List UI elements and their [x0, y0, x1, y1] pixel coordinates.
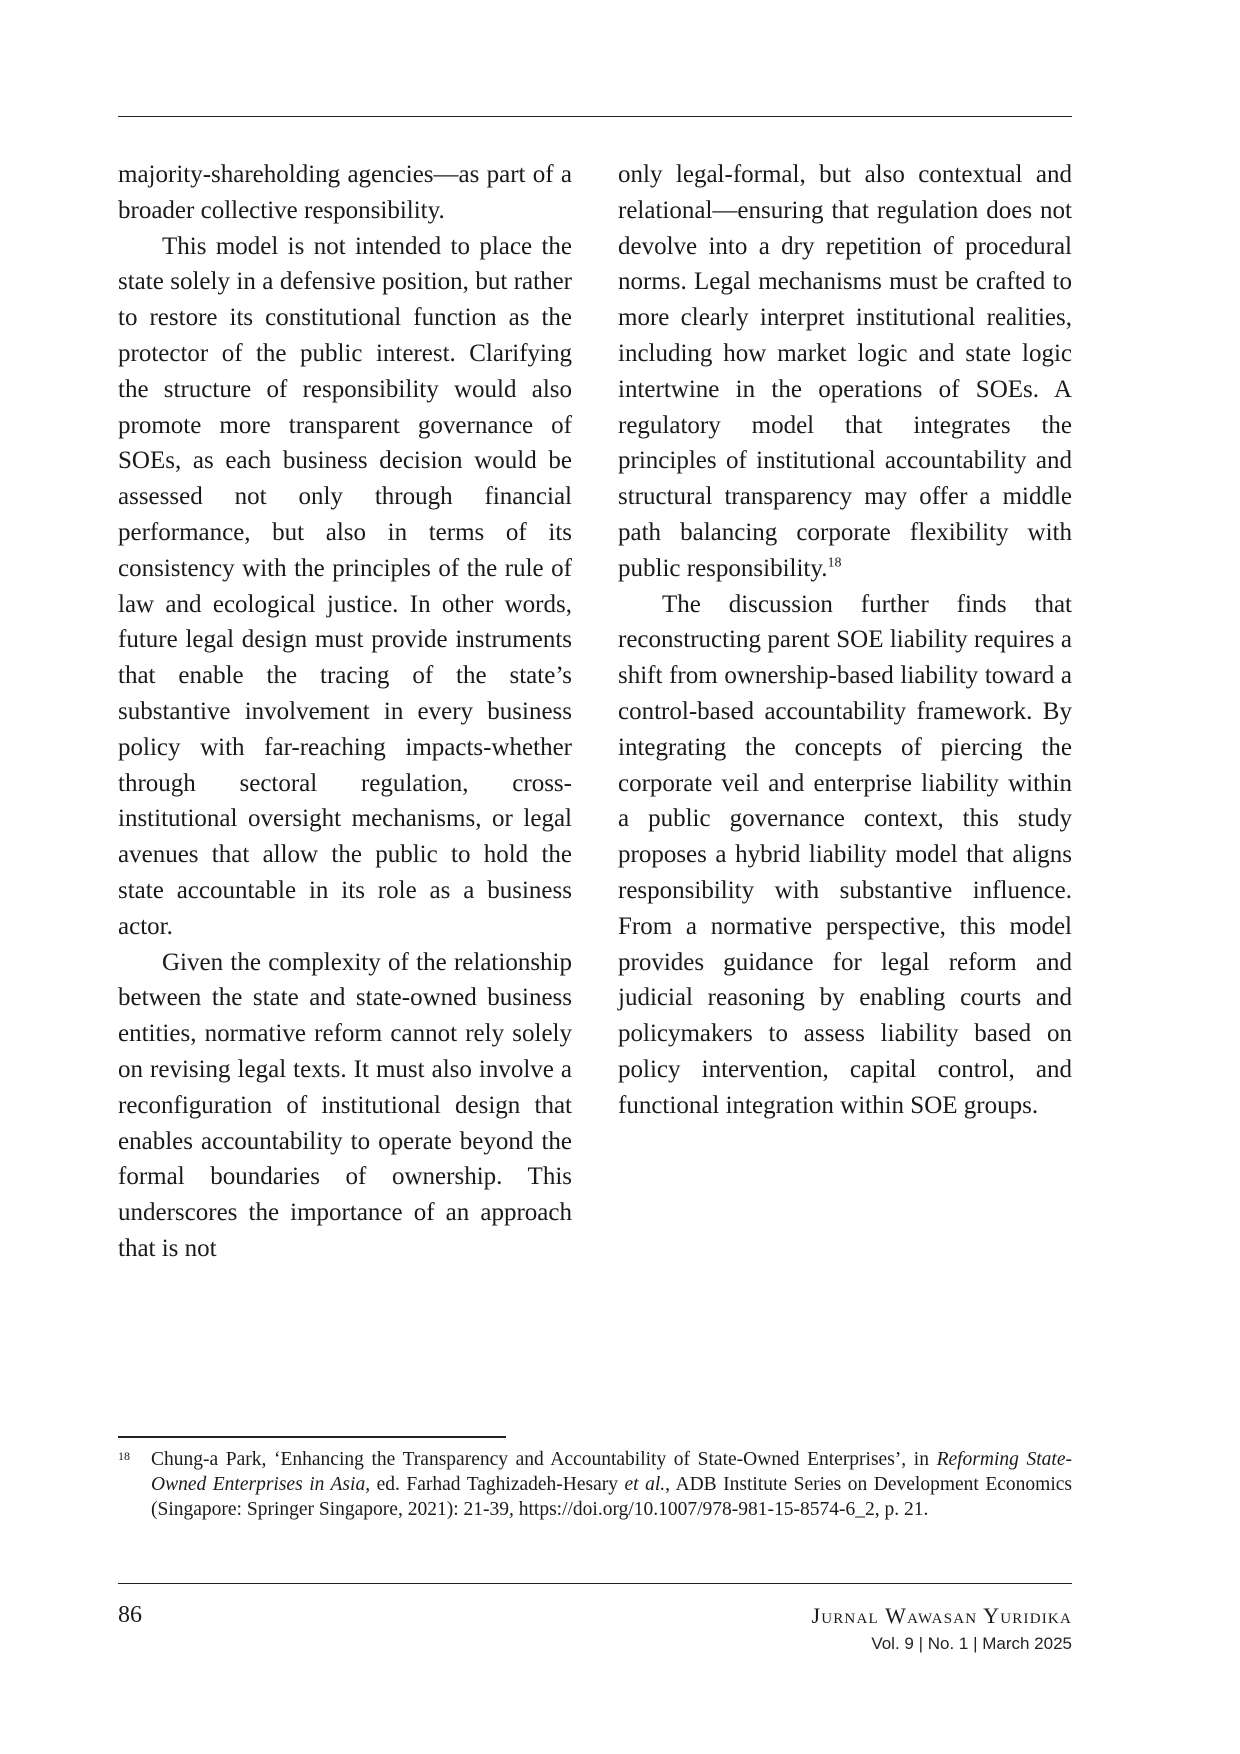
paragraph: This model is not intended to place the state solely in a defensive position, but rather to restore its constitutional function as the protector of the public interest. Clarifying the structure of responsibility would also promote more transparent governance of SOEs, as each business decision would be assessed not only through financial performance, but also in terms of its consistency with the principles of the rule of law and ecological justice. In other words, future legal design must provide instruments that enable the tracing of the state’s substantive involvement in every business policy with far-reaching impacts-whether through sectoral regulation, cross-institutional oversight mechanisms, or legal avenues that allow the public to hold the state accountable in its role as a business actor. — [118, 232, 572, 940]
paragraph-continuation: majority-shareholding agencies—as part of a broader collective responsibility. — [118, 161, 572, 224]
footer-rule — [118, 1583, 1072, 1584]
paragraph-continuation — [618, 157, 1072, 587]
page-number: 86 — [118, 1602, 142, 1628]
footnote-text-middle: , ed. Farhad Taghizadeh-Hesary — [365, 1474, 625, 1495]
right-column — [618, 157, 1072, 1124]
footnote-text — [118, 1447, 1072, 1522]
journal-name: Jurnal Wawasan Yuridika — [811, 1603, 1072, 1628]
footnote-separator — [118, 1436, 506, 1438]
footnote-text-before: Chung-a Park, ‘Enhancing the Transparency and Accountability of State-Owned Enterprises’, in — [151, 1449, 937, 1470]
footnote-reference[interactable]: 18 — [827, 555, 842, 571]
volume-info: Vol. 9 | No. 1 | March 2025 — [871, 1634, 1072, 1653]
paragraph: The discussion further finds that reconstructing parent SOE liability requires a shift from ownership-based liability toward a control-based accountability framework. By integrating the concepts of piercing the corporate veil and enterprise liability within a public governance context, this study proposes a hybrid liability model that aligns responsibility with substantive influence. From a normative perspective, this model provides guidance for legal reform and judicial reasoning by enabling courts and policymakers to assess liability based on policy intervention, capital control, and functional integration within SOE groups. — [618, 590, 1072, 1119]
left-column — [118, 157, 572, 1267]
footnote-et-al: et al. — [624, 1474, 666, 1495]
footnote — [118, 1447, 1072, 1522]
paragraph-text: only legal-formal, but also contextual and relational—ensuring that regulation does not devolve into a dry repetition of procedural norms. Legal mechanisms must be crafted to more clearly interpret institutional realities, including how market logic and state logic intertwine in the operations of SOEs. A regulatory model that integrates the principles of institutional accountability and structural transparency may offer a middle path balancing corporate flexibility with public responsibility. — [618, 161, 1072, 582]
header-rule — [118, 116, 1072, 117]
footnote-book-title: Reforming State-Owned Enterprises in Asia — [151, 1449, 1072, 1495]
footnote-text-after: , ADB Institute Series on Development Economics (Singapore: Springer Singapore, 2021): 21-39, https://doi.org/10.1007/978-981-15-8574-6_2, p. 21. — [151, 1474, 1073, 1520]
paragraph: Given the complexity of the relationship between the state and state-owned business entities, normative reform cannot rely solely on revising legal texts. It must also involve a reconfiguration of institutional design that enables accountability to operate beyond the formal boundaries of ownership. This underscores the importance of an approach that is not — [118, 948, 572, 1262]
footnote-number: 18 — [118, 1449, 130, 1463]
